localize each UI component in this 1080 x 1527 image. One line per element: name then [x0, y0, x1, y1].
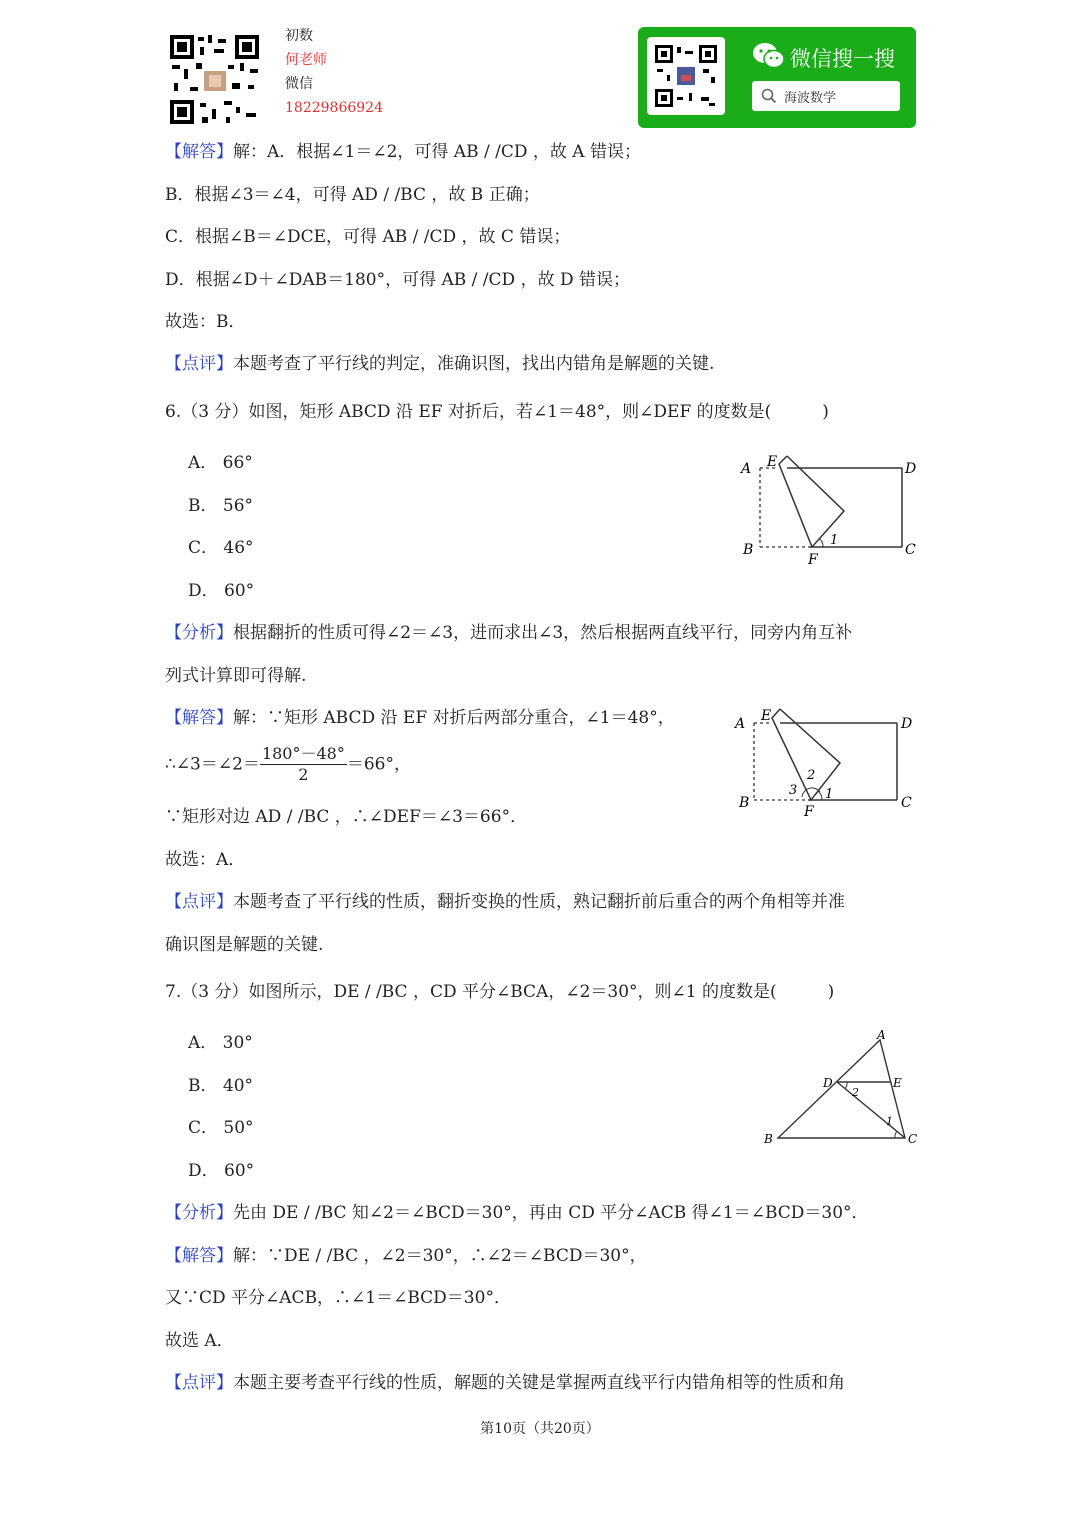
q7-option-a: A． 30° — [188, 1033, 253, 1053]
q6-label-f: F — [808, 552, 818, 568]
q6-answer-line-2: ∴∠3＝∠2＝ $\frac{180^\circ-48^\circ}{2}$ ＝66°， — [165, 744, 411, 784]
q6a-label-d: D — [901, 716, 913, 732]
q7-figure-triangle — [760, 1028, 920, 1150]
qr-code-teacher — [168, 33, 261, 126]
q6-analysis-line-1: 【分析】根据翻折的性质可得∠2＝∠3，进而求出∠3，然后根据两直线平行，同旁内角互补 — [165, 623, 853, 643]
fraction: $\frac{180^\circ-48^\circ}{2}$ — [261, 744, 345, 784]
q6-stem: 6.（3 分）如图，矩形 ABCD 沿 EF 对折后，若∠1＝48°，则∠DEF 的度数是( ) — [165, 402, 829, 422]
q6a-label-3: 3 — [789, 783, 798, 798]
header-teacher: 何老师 — [285, 52, 327, 68]
q7-label-2: 2 — [852, 1086, 859, 1099]
q7-stem: 7.（3 分）如图所示，DE / /BC ，CD 平分∠BCA，∠2＝30°，则∠1 的度数是( ) — [165, 982, 835, 1002]
review-tag: 【点评】 — [165, 892, 233, 912]
wechat-search-box[interactable] — [752, 81, 900, 111]
q6a-label-1: 1 — [825, 787, 834, 802]
q6a-label-e: E — [761, 708, 772, 724]
q6a-label-2: 2 — [807, 768, 816, 783]
q7-option-d: D． 60° — [188, 1161, 255, 1181]
qr-code-wechat — [647, 37, 725, 115]
q6a-label-b: B — [739, 795, 750, 811]
analysis-tag: 【分析】 — [165, 1203, 233, 1223]
q6a-label-a: A — [735, 716, 746, 732]
q7-label-e: E — [893, 1076, 902, 1090]
q6-option-b: B． 56° — [188, 496, 254, 516]
analysis-tag: 【分析】 — [165, 623, 233, 643]
q6-label-d: D — [905, 461, 917, 477]
q6-answer-line-1: 【解答】解：∵矩形 ABCD 沿 EF 对折后两部分重合，∠1＝48°， — [165, 708, 675, 728]
prev-answer-line-2: B．根据∠3＝∠4，可得 AD / /BC ，故 B 正确； — [165, 185, 540, 205]
q6-figure-rectangle-fold — [735, 450, 925, 570]
q7-option-b: B． 40° — [188, 1076, 254, 1096]
q6a-label-f: F — [804, 804, 814, 820]
answer-tag: 【解答】 — [165, 1246, 233, 1266]
q6-label-e: E — [767, 454, 778, 470]
q7-choice: 故选 A． — [165, 1331, 234, 1351]
prev-answer-line-4: D．根据∠D＋∠DAB＝180°，可得 AB / /CD ，故 D 错误； — [165, 270, 631, 290]
q6-analysis-line-2: 列式计算即可得解. — [165, 666, 307, 686]
answer-tag: 【解答】 — [165, 708, 233, 728]
prev-choice: 故选：B． — [165, 312, 246, 332]
answer-tag: 【解答】 — [165, 142, 233, 162]
q7-label-a: A — [877, 1028, 886, 1042]
q7-review: 【点评】本题主要考查平行线的性质，解题的关键是掌握两直线平行内错角相等的性质和角 — [165, 1373, 845, 1393]
q7-label-1: 1 — [886, 1115, 893, 1128]
header-wechat-label: 微信 — [285, 76, 313, 92]
q6-answer-figure — [730, 703, 925, 823]
prev-answer-line-1: 【解答】解：A．根据∠1＝∠2，可得 AB / /CD ，故 A 错误； — [165, 142, 641, 162]
q6-review-line-2: 确识图是解题的关键. — [165, 935, 324, 955]
q7-answer-line-2: 又∵CD 平分∠ACB，∴∠1＝∠BCD＝30°． — [165, 1288, 511, 1308]
q6-review-line-1: 【点评】本题考查了平行线的性质，翻折变换的性质，熟记翻折前后重合的两个角相等并准 — [165, 892, 845, 912]
q7-option-c: C． 50° — [188, 1118, 254, 1138]
q6-label-1: 1 — [830, 533, 839, 548]
wechat-search-title: 微信搜一搜 — [790, 47, 895, 71]
q6-option-c: C． 46° — [188, 538, 254, 558]
page-number: 第10页（共20页） — [480, 1421, 600, 1437]
search-icon — [761, 88, 777, 104]
q7-label-b: B — [764, 1132, 773, 1146]
wechat-search-banner[interactable] — [638, 27, 916, 128]
q6a-label-c: C — [901, 795, 912, 811]
header-phone: 18229866924 — [285, 100, 383, 116]
review-tag: 【点评】 — [165, 1373, 233, 1393]
q7-label-c: C — [908, 1132, 918, 1146]
wechat-logo-icon — [752, 41, 786, 71]
search-query: 海波数学 — [784, 91, 837, 106]
q6-option-a: A． 66° — [188, 453, 253, 473]
q7-label-d: D — [823, 1076, 833, 1090]
header-subject: 初数 — [285, 28, 313, 44]
q7-answer-line-1: 【解答】解：∵DE / /BC ，∠2＝30°，∴∠2＝∠BCD＝30°， — [165, 1246, 647, 1266]
q6-label-b: B — [743, 542, 754, 558]
q6-answer-line-3: ∵矩形对边 AD / /BC ，∴∠DEF＝∠3＝66°． — [165, 807, 528, 827]
prev-review: 【点评】本题考查了平行线的判定，准确识图，找出内错角是解题的关键. — [165, 354, 715, 374]
q6-label-a: A — [741, 461, 752, 477]
review-tag: 【点评】 — [165, 354, 233, 374]
prev-answer-line-3: C．根据∠B＝∠DCE，可得 AB / /CD ，故 C 错误； — [165, 227, 571, 247]
q7-analysis: 【分析】先由 DE / /BC 知∠2＝∠BCD＝30°，再由 CD 平分∠ACB 得∠1＝∠BCD＝30°． — [165, 1203, 869, 1223]
q6-option-d: D． 60° — [188, 581, 255, 601]
q6-label-c: C — [905, 542, 916, 558]
q6-choice: 故选：A． — [165, 850, 246, 870]
